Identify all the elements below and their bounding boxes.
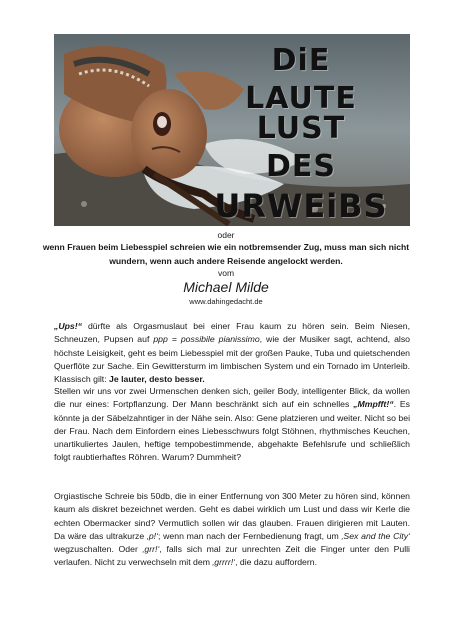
hero-title-line-4: URWEiBS (214, 187, 388, 225)
paragraph-3-text-c: wegzuschalten. Oder (54, 544, 143, 555)
hero-title-line-2: LAUTE LUST (245, 81, 357, 146)
ups-text: „Ups!“ (54, 321, 82, 331)
paragraph-3-text-d: , falls sich mal zur unrechten Zeit die Finger unter den Pulli verlaufen. Nicht zu verwechseln mit dem (54, 544, 410, 568)
author-name: Michael Milde (183, 279, 269, 295)
paragraph-2-text-a: Stellen wir uns vor zwei Urmenschen denken sich, geiler Body, intelligenter Blick, da wollen die nur eines: Fortpflanzung. Der Mann beschränkt sich auf ein schnelles (54, 386, 410, 410)
paragraph-2 (54, 385, 410, 465)
hero-image (54, 34, 410, 226)
grrrr-text: ‚grrrr!‘ (212, 557, 236, 568)
je-lauter-text: Je lauter, desto besser. (109, 374, 205, 385)
vom-text: vom (217, 268, 235, 278)
hero-title-line-3: DES (265, 149, 336, 184)
hero-title (196, 40, 406, 225)
oder-text: oder (217, 230, 235, 240)
mmpfft-text: „Mmpfft!“ (353, 399, 394, 410)
paragraph-3-text-a: Orgiastische Schreie bis 50db, die in einer Entfernung von 300 Meter zu hören sind, können kaum als diskret bezeichnet werden. Geht es dabei wirklich um Lust und dass wir Kerle die echten Obermacker sind? Vermutlich sollen wir das glauben. Frauen dirigieren mit Lauten. Da wäre das ultrakurze (54, 491, 410, 541)
paragraph-1-text-a: dürfte als Orgasmuslaut bei einer Frau kaum zu hören sein. Beim Niesen, Schneuzen, Pupsen auf (54, 321, 410, 345)
grr-text: ‚grr!‘ (142, 544, 160, 555)
paragraph-3 (54, 490, 410, 570)
paragraph-3-text-b: ; wenn man nach der Fernbedienung fragt, um (158, 530, 342, 541)
paragraph-1-text-b: , wie der Musiker sagt, achtend, also höchste Leisigkeit, geht es beim Liebesspiel mit der großen Pauke, Tuba und quietschenden Querflöte zur Sache. Ein Gewittersturm im limbischen System und ein Tornado im Unterleib. Klassisch gilt: (54, 334, 411, 385)
hero-title-line-1: DiE (271, 43, 331, 78)
satc-text: ‚Sex and the City‘ (341, 530, 410, 541)
paragraph-2-text-b: . Es könnte ja der Säbelzahntiger in der Nähe sein. Also: Gene platzieren und weiter. Nicht so bei der Frau. Nach dem Einfordern eines Liebesschwurs folgt Stöhnen, rhythmisches Keuchen, unartikuliertes Jaulen, heftige tempobestimmende, abgehakte Befehlsrufe und schließlich folgt raubtierhaftes Röhren. Warum? Dummheit? (54, 399, 411, 463)
subtitle: wenn Frauen beim Liebesspiel schreien wie ein notbremsender Zug, muss man sich nicht wundern, wenn auch andere Reisende angelockt werden. (42, 242, 410, 266)
website-link[interactable]: www.dahingedacht.de (189, 297, 263, 306)
ppp-text: ppp = possibile pianissimo (153, 334, 260, 345)
paragraph-1 (54, 320, 410, 386)
p-text: ‚p!‘ (146, 530, 159, 541)
paragraph-3-text-e: , die dazu auffordern. (235, 557, 318, 568)
